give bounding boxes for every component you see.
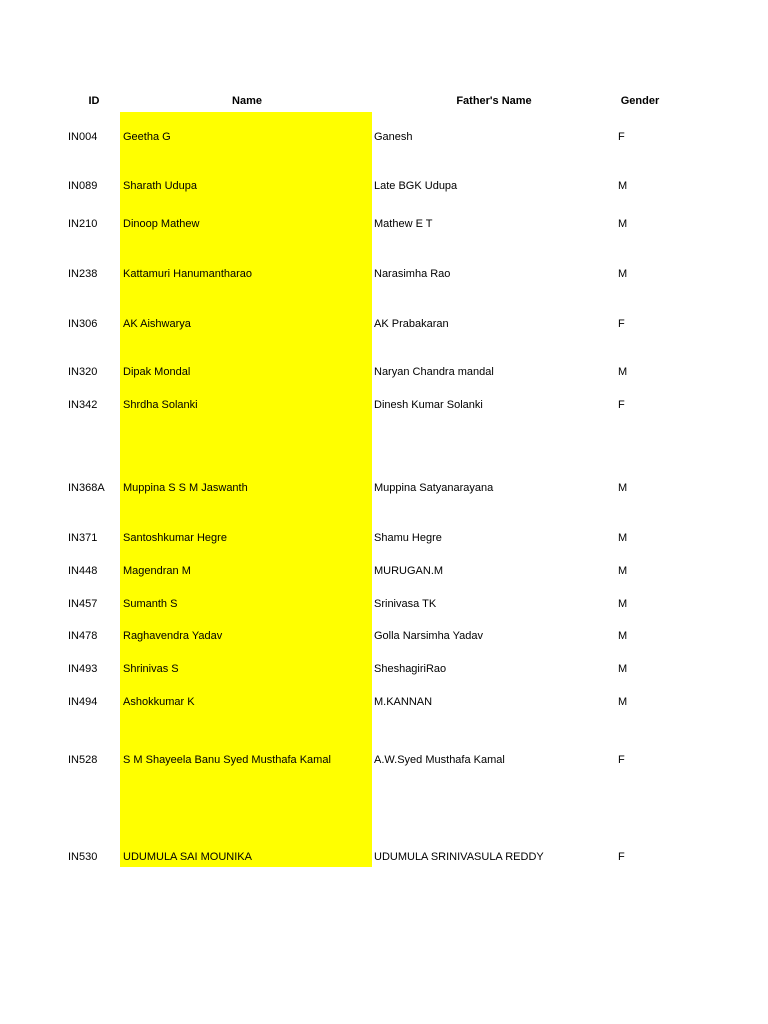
table-row [0, 596, 768, 612]
row-gender: M [618, 268, 628, 280]
row-father-name: M.KANNAN [374, 696, 433, 708]
row-id: IN004 [68, 131, 98, 143]
row-father-name: UDUMULA SRINIVASULA REDDY [374, 851, 544, 863]
table-row [0, 178, 768, 194]
row-gender: M [618, 696, 628, 708]
row-gender: F [618, 399, 625, 411]
row-name: S M Shayeela Banu Syed Musthafa Kamal [123, 754, 331, 766]
table-row [0, 694, 768, 710]
table-row [0, 480, 768, 496]
row-id: IN371 [68, 532, 98, 544]
row-name: Magendran M [123, 565, 191, 577]
row-gender: M [618, 218, 628, 230]
table-row [0, 316, 768, 332]
row-gender: M [618, 663, 628, 675]
row-id: IN528 [68, 754, 98, 766]
row-father-name: Golla Narsimha Yadav [374, 630, 484, 642]
row-id: IN089 [68, 180, 98, 192]
row-gender: M [618, 482, 628, 494]
row-gender: M [618, 532, 628, 544]
row-id: IN306 [68, 318, 98, 330]
row-father-name: A.W.Syed Musthafa Kamal [374, 754, 505, 766]
row-gender: F [618, 754, 625, 766]
row-id: IN210 [68, 218, 98, 230]
table-row [0, 849, 768, 865]
row-id: IN238 [68, 268, 98, 280]
row-father-name: Muppina Satyanarayana [374, 482, 494, 494]
row-gender: M [618, 630, 628, 642]
row-father-name: Mathew E T [374, 218, 433, 230]
row-name: Geetha G [123, 131, 171, 143]
row-name: Sumanth S [123, 598, 178, 610]
row-id: IN478 [68, 630, 98, 642]
row-father-name: Narasimha Rao [374, 268, 451, 280]
row-id: IN320 [68, 366, 98, 378]
table-row [0, 661, 768, 677]
table-row [0, 266, 768, 282]
row-gender: M [618, 180, 628, 192]
row-father-name: MURUGAN.M [374, 565, 444, 577]
row-name: Muppina S S M Jaswanth [123, 482, 248, 494]
row-name: Shrinivas S [123, 663, 179, 675]
row-father-name: Ganesh [374, 131, 413, 143]
row-id: IN530 [68, 851, 98, 863]
row-name: UDUMULA SAI MOUNIKA [123, 851, 252, 863]
row-id: IN368A [68, 482, 105, 494]
header-name: Name [232, 95, 262, 107]
header-gender: Gender [620, 95, 660, 107]
row-name: Raghavendra Yadav [123, 630, 223, 642]
header-id: ID [88, 95, 100, 107]
row-father-name: Dinesh Kumar Solanki [374, 399, 483, 411]
row-id: IN494 [68, 696, 98, 708]
row-father-name: AK Prabakaran [374, 318, 449, 330]
row-gender: M [618, 598, 628, 610]
row-name: Shrdha Solanki [123, 399, 198, 411]
row-name: Ashokkumar K [123, 696, 195, 708]
header-father-name: Father's Name [456, 95, 532, 107]
row-father-name: SheshagiriRao [374, 663, 447, 675]
row-father-name: Shamu Hegre [374, 532, 442, 544]
row-id: IN448 [68, 565, 98, 577]
row-id: IN493 [68, 663, 98, 675]
table-row [0, 397, 768, 413]
row-id: IN342 [68, 399, 98, 411]
row-gender: M [618, 366, 628, 378]
row-name: Dipak Mondal [123, 366, 191, 378]
table-row [0, 129, 768, 145]
table-row [0, 216, 768, 232]
row-father-name: Srinivasa TK [374, 598, 437, 610]
row-father-name: Late BGK Udupa [374, 180, 458, 192]
table-row [0, 530, 768, 546]
table-row [0, 628, 768, 644]
row-name: AK Aishwarya [123, 318, 191, 330]
row-gender: M [618, 565, 628, 577]
table-row [0, 364, 768, 380]
row-name: Santoshkumar Hegre [123, 532, 227, 544]
row-name: Dinoop Mathew [123, 218, 200, 230]
row-id: IN457 [68, 598, 98, 610]
row-gender: F [618, 318, 625, 330]
row-gender: F [618, 851, 625, 863]
row-name: Sharath Udupa [123, 180, 197, 192]
table-row [0, 752, 768, 768]
row-father-name: Naryan Chandra mandal [374, 366, 494, 378]
row-gender: F [618, 131, 625, 143]
row-name: Kattamuri Hanumantharao [123, 268, 253, 280]
table-row [0, 563, 768, 579]
